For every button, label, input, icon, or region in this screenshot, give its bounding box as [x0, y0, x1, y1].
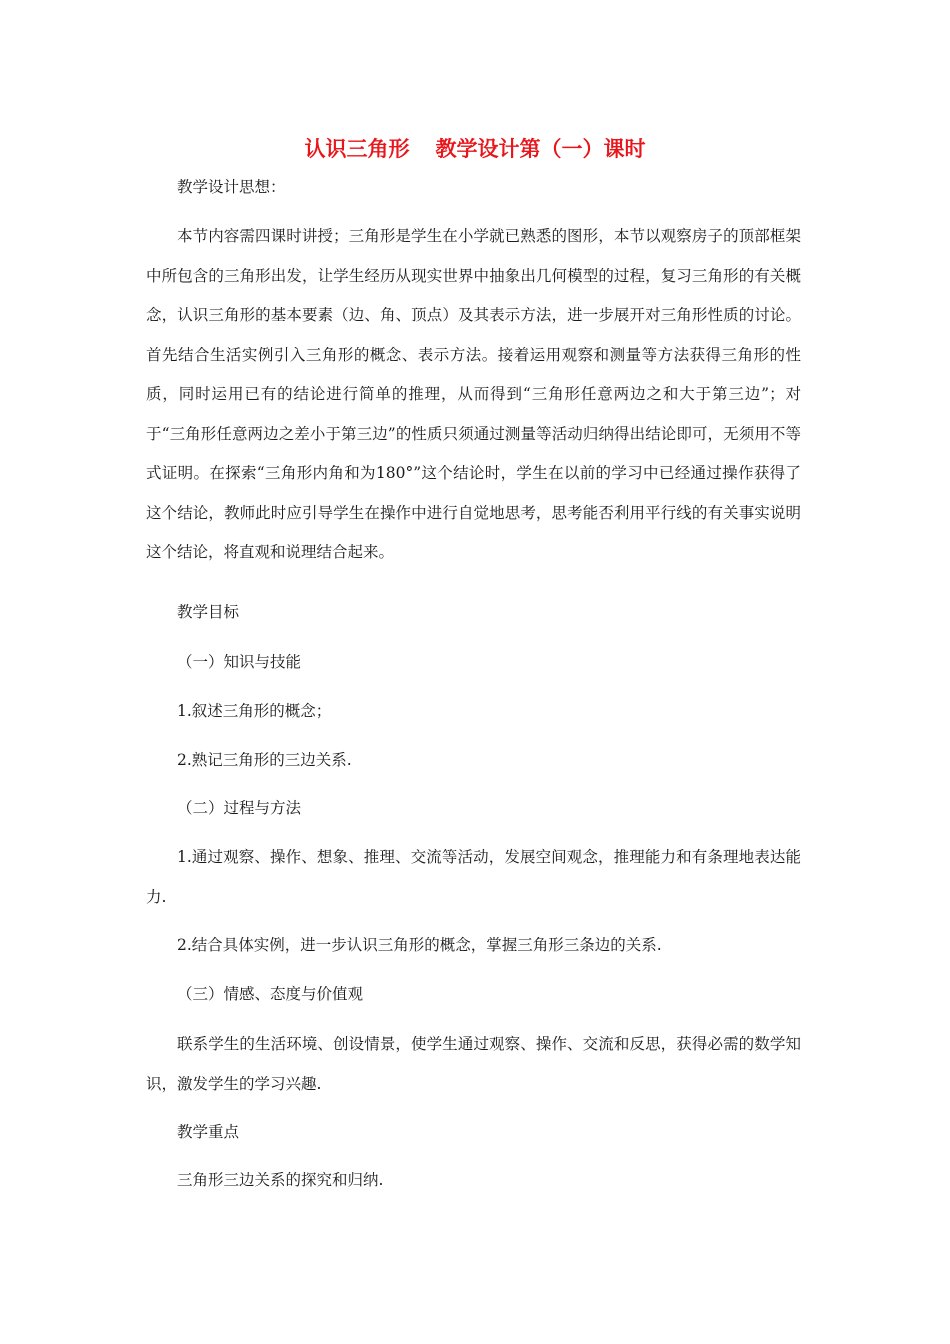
section-knowledge-heading: （一）知识与技能 [177, 653, 302, 671]
process-item-1: 1.通过观察、操作、想象、推理、交流等活动，发展空间观念，推理能力和有条理地表达能力. [146, 848, 801, 906]
key-points-heading: 教学重点 [177, 1123, 240, 1141]
document-title [0, 134, 950, 164]
objectives-heading: 教学目标 [177, 603, 240, 621]
section-process-heading: （二）过程与方法 [177, 799, 302, 817]
process-item-2: 2.结合具体实例，进一步认识三角形的概念，掌握三角形三条边的关系. [177, 936, 662, 954]
section-emotion-heading: （三）情感、态度与价值观 [177, 985, 364, 1003]
design-idea-heading: 教学设计思想： [177, 178, 286, 196]
design-idea-paragraph: 本节内容需四课时讲授；三角形是学生在小学就已熟悉的图形，本节以观察房子的顶部框架中所包含的三角形出发，让学生经历从现实世界中抽象出几何模型的过程，复习三角形的有关概念，认识三角形的基本要素（边、角、顶点）及其表示方法，进一步展开对三角形性质的讨论。首先结合生活实例引入三角形的概念、表示方法。接着运用观察和测量等方法获得三角形的性质，同时运用已有的结论进行简单的推理，从而得到“三角形任意两边之和大于第三边”；对于“三角形任意两边之差小于第三边”的性质只须通过测量等活动归纳得出结论即可，无须用不等式证明。在探索“三角形内角和为180°”这个结论时，学生在以前的学习中已经通过操作获得了这个结论，教师此时应引导学生在操作中进行自觉地思考，思考能否利用平行线的有关事实说明这个结论，将直观和说理结合起来。 [146, 227, 801, 561]
key-points-text: 三角形三边关系的探究和归纳. [177, 1171, 384, 1189]
title-topic: 认识三角形 [304, 137, 410, 161]
knowledge-item-2: 2.熟记三角形的三边关系. [177, 751, 352, 769]
title-subtitle: 教学设计第（一）课时 [435, 137, 646, 161]
emotion-paragraph: 联系学生的生活环境、创设情景，使学生通过观察、操作、交流和反思，获得必需的数学知识，激发学生的学习兴趣. [146, 1035, 801, 1093]
knowledge-item-1: 1.叙述三角形的概念； [177, 702, 332, 720]
